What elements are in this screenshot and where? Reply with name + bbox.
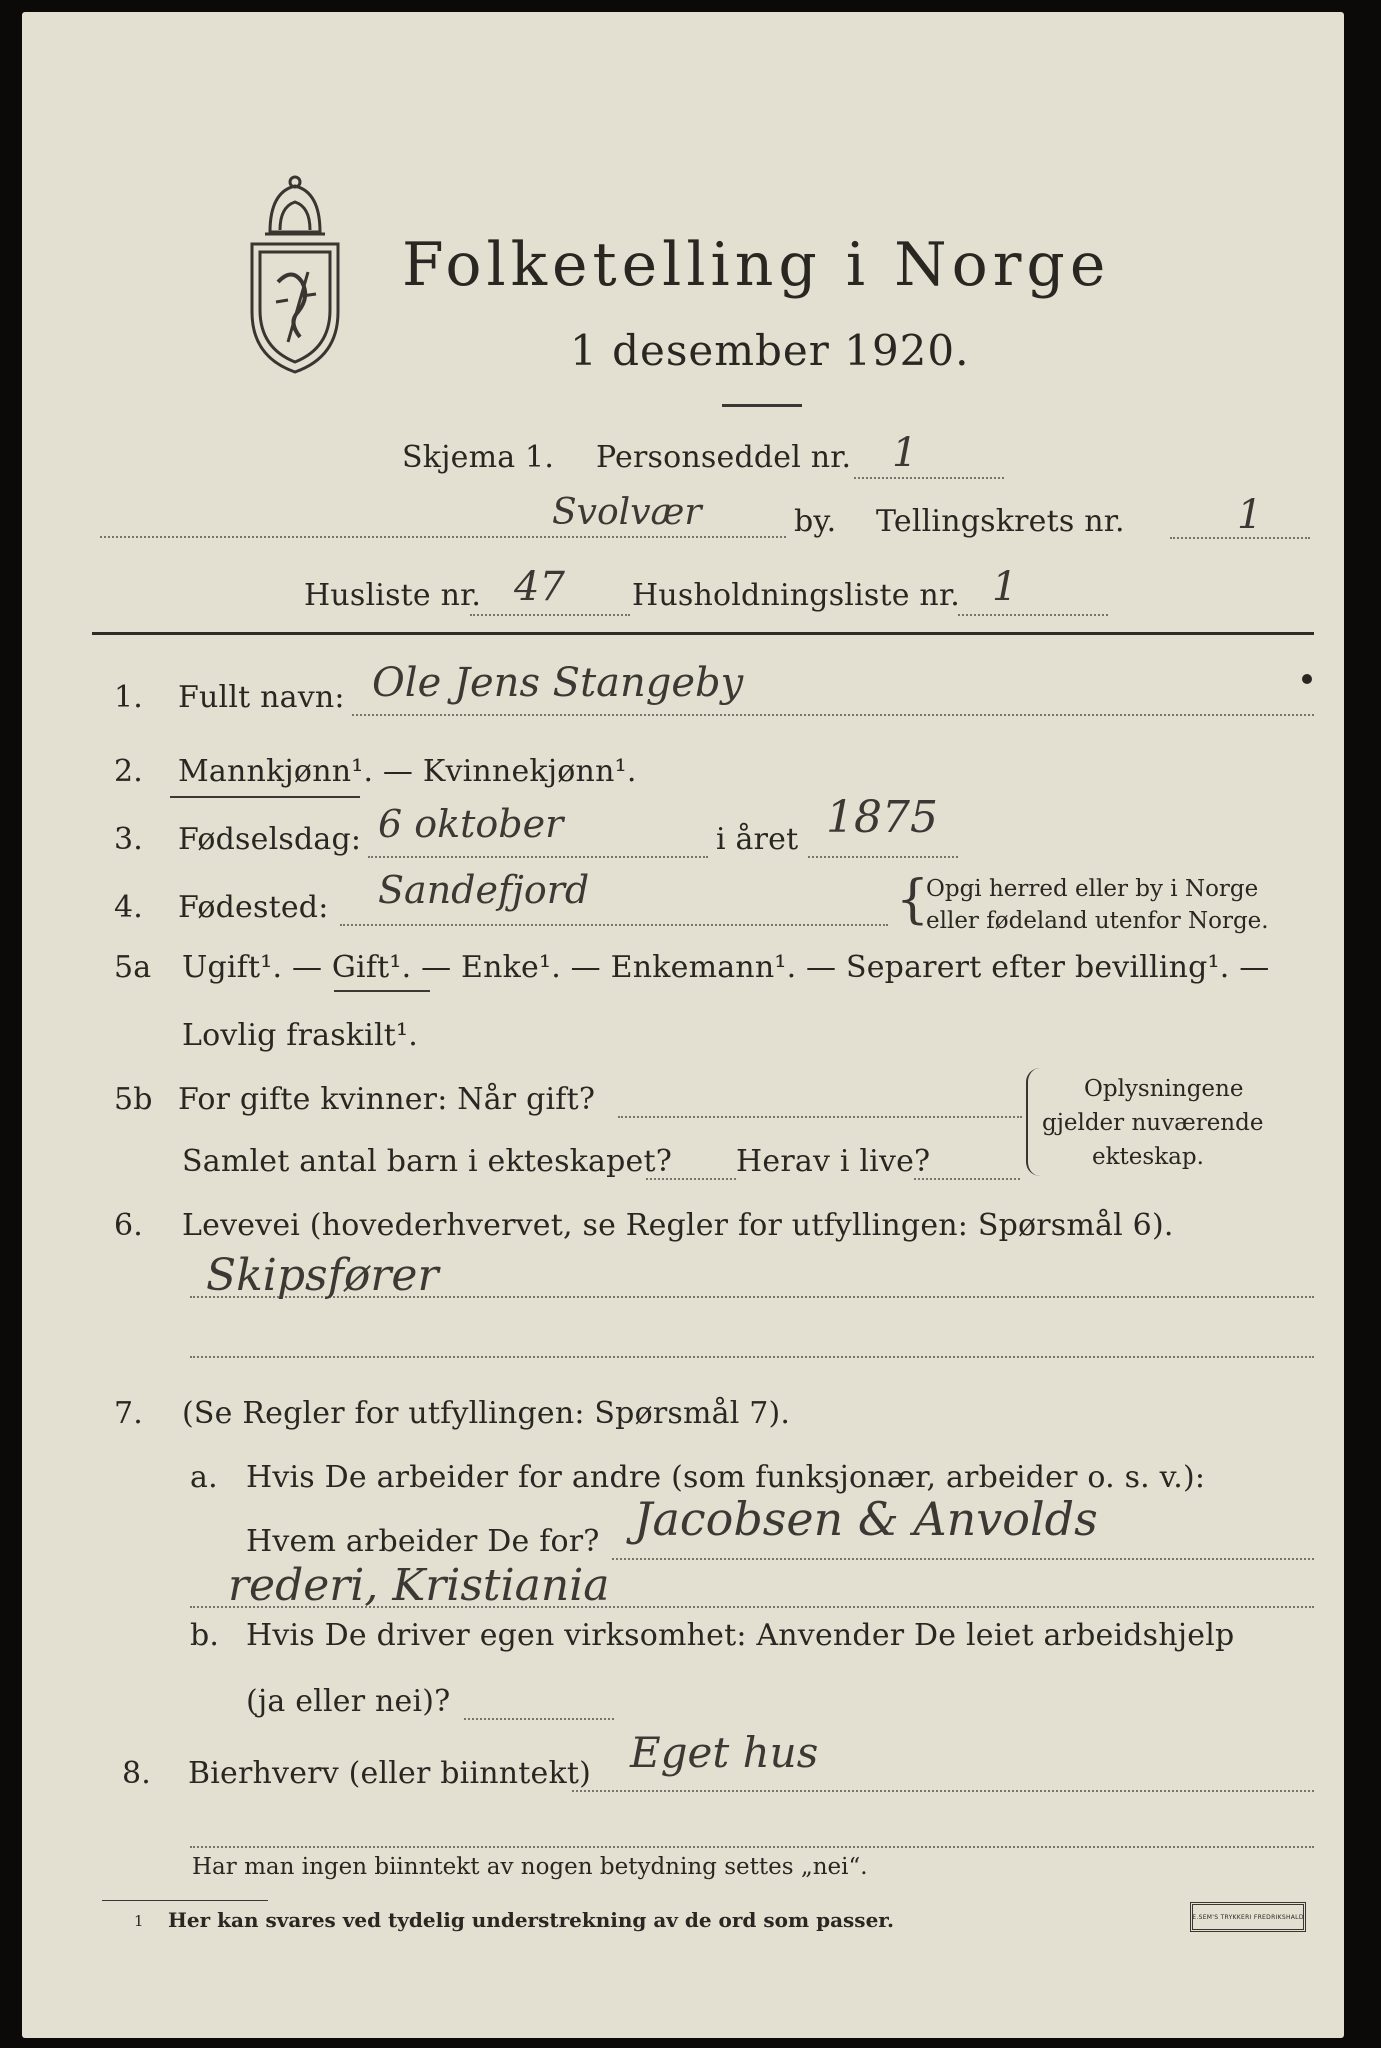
- full-name-value[interactable]: Ole Jens Stangeby: [372, 660, 744, 706]
- q5a-number: 5a: [114, 950, 152, 985]
- skjema-label: Skjema 1.: [402, 440, 555, 475]
- q1-line: [352, 714, 1314, 716]
- q1-label: Fullt navn:: [178, 680, 345, 715]
- census-date: 1 desember 1920.: [570, 326, 970, 375]
- q7b-line2-label: (ja eller nei)?: [246, 1684, 451, 1719]
- employer-value-1[interactable]: Jacobsen & Anvolds: [634, 1492, 1098, 1546]
- norway-coat-of-arms-icon: [240, 172, 350, 382]
- q5b-note-line2: gjelder nuværende: [1042, 1110, 1264, 1136]
- q3-number: 3.: [114, 822, 144, 857]
- q5b-number: 5b: [114, 1082, 153, 1117]
- q5b-note-line1: Oplysningene: [1084, 1076, 1244, 1102]
- no-income-note: Har man ingen biinntekt av nogen betydning settes „nei“.: [192, 1854, 868, 1880]
- tellingskrets-label: Tellingskrets nr.: [876, 504, 1125, 539]
- title-divider: [722, 404, 802, 407]
- footnote-text: Her kan svares ved tydelig understrekning av de ord som passer.: [168, 1908, 894, 1932]
- q4-brace: {: [896, 870, 930, 930]
- q1-number: 1.: [114, 680, 144, 715]
- q4-label: Fødested:: [178, 890, 329, 925]
- q4-note-line2: eller fødeland utenfor Norge.: [926, 908, 1269, 934]
- year-line: [808, 856, 958, 858]
- q5b-married-line: [618, 1116, 1022, 1118]
- husliste-label: Husliste nr.: [304, 578, 482, 613]
- q3-line: [368, 856, 708, 858]
- gift-underline[interactable]: [334, 990, 430, 992]
- q8-label: Bierhverv (eller biinntekt): [188, 1756, 592, 1791]
- tellingskrets-value[interactable]: 1: [1237, 492, 1263, 538]
- personseddel-value[interactable]: 1: [892, 430, 918, 476]
- husholdningsliste-value[interactable]: 1: [992, 564, 1018, 610]
- by-value[interactable]: Svolvær: [552, 492, 702, 533]
- printer-stamp-text: E.SEM'S TRYKKERI FREDRIKSHALD: [1192, 1913, 1304, 1921]
- q7-number: 7.: [114, 1396, 144, 1431]
- personseddel-line: [854, 477, 1004, 479]
- q4-note-line1: Opgi herred eller by i Norge: [926, 876, 1259, 902]
- personseddel-label: Personseddel nr.: [596, 440, 852, 475]
- ink-dot: [1302, 674, 1312, 684]
- occupation-value[interactable]: Skipsfører: [206, 1250, 439, 1301]
- q5b-brace: [1026, 1068, 1042, 1176]
- marital-options-line2: Lovlig fraskilt¹.: [182, 1018, 418, 1053]
- q5b-alive-label: Herav i live?: [736, 1144, 931, 1179]
- q4-line: [340, 924, 888, 926]
- footnote-mark: 1: [134, 1912, 144, 1930]
- printer-stamp: [1190, 1902, 1306, 1932]
- mannkjonn-underline[interactable]: [170, 796, 360, 798]
- q7b-letter: b.: [190, 1618, 220, 1653]
- q8-number: 8.: [122, 1756, 152, 1791]
- employer-value-2[interactable]: rederi, Kristiania: [228, 1560, 610, 1611]
- q6-label: Levevei (hovederhvervet, se Regler for utfyllingen: Spørsmål 6).: [182, 1208, 1174, 1243]
- q3-label: Fødselsdag:: [178, 822, 362, 857]
- q7-label: (Se Regler for utfyllingen: Spørsmål 7).: [182, 1396, 791, 1431]
- q7a-line2-label: Hvem arbeider De for?: [246, 1524, 600, 1559]
- q2-number: 2.: [114, 754, 144, 789]
- birth-year-value[interactable]: 1875: [826, 792, 938, 843]
- husliste-value[interactable]: 47: [514, 564, 565, 610]
- q5b-note-line3: ekteskap.: [1092, 1144, 1204, 1170]
- q7a-line2: [612, 1558, 1314, 1560]
- q4-number: 4.: [114, 890, 144, 925]
- marital-options: Ugift¹. — Gift¹. — Enke¹. — Enkemann¹. — Separert efter bevilling¹. —: [182, 950, 1270, 985]
- husholdningsliste-line: [958, 614, 1108, 616]
- birthplace-value[interactable]: Sandefjord: [378, 868, 590, 912]
- gender-options: Mannkjønn¹. — Kvinnekjønn¹.: [178, 754, 637, 789]
- footnote-rule: [102, 1900, 268, 1901]
- q5b-children-line: [646, 1178, 736, 1180]
- q5b-married-label: For gifte kvinner: Når gift?: [178, 1082, 596, 1117]
- q7b-line1: Hvis De driver egen virksomhet: Anvender De leiet arbeidshjelp: [246, 1618, 1235, 1653]
- form-title: Folketelling i Norge: [402, 230, 1111, 300]
- by-line: [100, 536, 786, 538]
- by-label: by.: [794, 504, 837, 539]
- q7b-line2: [464, 1718, 614, 1720]
- q7a-letter: a.: [190, 1460, 218, 1495]
- q6-number: 6.: [114, 1208, 144, 1243]
- q6-line2: [190, 1356, 1314, 1358]
- husholdningsliste-label: Husholdningsliste nr.: [632, 578, 960, 613]
- q8-line2: [190, 1846, 1314, 1848]
- q8-line: [572, 1790, 1314, 1792]
- q5b-children-label: Samlet antal barn i ekteskapet?: [182, 1144, 673, 1179]
- birthday-value[interactable]: 6 oktober: [378, 802, 564, 846]
- census-form: [22, 12, 1344, 2038]
- header-rule: [92, 632, 1314, 635]
- q7a-line1: Hvis De arbeider for andre (som funksjonær, arbeider o. s. v.):: [246, 1460, 1206, 1495]
- q5b-alive-line: [914, 1178, 1020, 1180]
- year-label: i året: [716, 822, 799, 857]
- husliste-line: [470, 614, 630, 616]
- side-income-value[interactable]: Eget hus: [630, 1728, 819, 1777]
